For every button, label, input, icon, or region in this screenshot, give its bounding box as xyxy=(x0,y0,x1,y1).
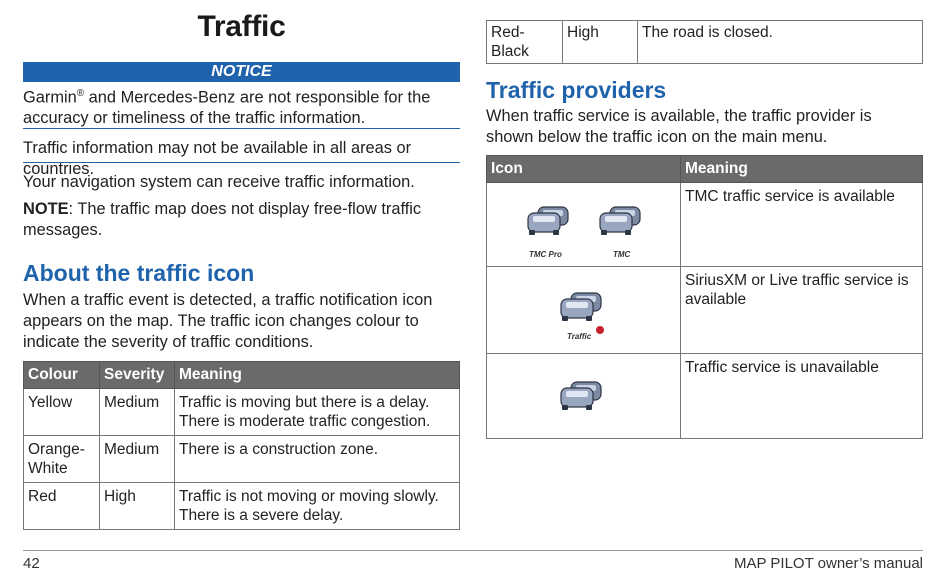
tmc-caption: TMC xyxy=(613,250,631,259)
table-row xyxy=(487,354,923,439)
notice-label: NOTICE xyxy=(23,62,460,82)
table-row xyxy=(24,483,460,530)
icon-cell xyxy=(487,354,681,439)
table-header-row xyxy=(487,156,923,183)
notice-divider xyxy=(23,128,460,129)
cell-severity: Medium xyxy=(100,389,175,436)
tmc-pro-caption: TMC Pro xyxy=(529,250,562,259)
cell-colour: Yellow xyxy=(24,389,100,436)
note-text: NOTE: The traffic map does not display free-flow traffic messages. xyxy=(23,200,422,239)
traffic-cars-icon xyxy=(596,203,646,237)
table-row xyxy=(487,267,923,354)
header-meaning: Meaning xyxy=(175,362,460,389)
live-traffic-badge-icon xyxy=(595,325,605,335)
cell-severity: High xyxy=(563,21,638,64)
notice-bottom-rule xyxy=(23,162,460,163)
cell-meaning: SiriusXM or Live traffic service is available xyxy=(681,267,923,354)
intro-text: Your navigation system can receive traffic information. xyxy=(23,173,415,191)
providers-heading: Traffic providers xyxy=(486,77,667,103)
traffic-cars-icon xyxy=(557,289,607,323)
traffic-caption: Traffic xyxy=(567,332,592,341)
availability-text: Traffic information may not be available in all areas or countries. xyxy=(23,139,412,178)
table-row xyxy=(487,183,923,267)
providers-table xyxy=(486,155,923,439)
header-icon: Icon xyxy=(487,156,681,183)
icon-cell xyxy=(487,267,681,354)
page-title: Traffic xyxy=(197,10,286,43)
header-severity: Severity xyxy=(100,362,175,389)
header-meaning: Meaning xyxy=(681,156,923,183)
cell-meaning: Traffic is moving but there is a delay. There is moderate traffic congestion. xyxy=(175,389,460,436)
header-colour: Colour xyxy=(24,362,100,389)
about-text: When a traffic event is detected, a traffic notification icon appears on the map. The traffic icon changes colour to indicate the severity of traffic conditions. xyxy=(23,291,433,351)
manual-title: MAP PILOT owner’s manual xyxy=(734,555,923,572)
footer-divider xyxy=(23,550,923,551)
about-heading: About the traffic icon xyxy=(23,260,255,286)
traffic-cars-icon xyxy=(557,378,607,412)
icon-cell xyxy=(487,183,681,267)
providers-text: When traffic service is available, the traffic provider is shown below the traffic icon on the main menu. xyxy=(486,107,872,146)
table-row xyxy=(24,436,460,483)
cell-colour: Red-Black xyxy=(487,21,563,64)
cell-colour: Red xyxy=(24,483,100,530)
traffic-cars-icon xyxy=(524,203,574,237)
cell-meaning: Traffic is not moving or moving slowly. There is a severe delay. xyxy=(175,483,460,530)
cell-meaning: The road is closed. xyxy=(638,21,923,64)
cell-severity: Medium xyxy=(100,436,175,483)
cell-meaning: Traffic service is unavailable xyxy=(681,354,923,439)
table-header-row xyxy=(24,362,460,389)
cell-meaning: TMC traffic service is available xyxy=(681,183,923,267)
cell-meaning: There is a construction zone. xyxy=(175,436,460,483)
table-row xyxy=(487,21,923,64)
page-number: 42 xyxy=(23,555,40,572)
cell-colour: Orange-White xyxy=(24,436,100,483)
colour-table xyxy=(23,361,460,530)
cell-severity: High xyxy=(100,483,175,530)
notice-text: Garmin® and Mercedes-Benz are not responsible for the accuracy or timeliness of the traffic information. xyxy=(23,88,431,128)
table-row xyxy=(24,389,460,436)
colour-table-continued xyxy=(486,20,923,64)
